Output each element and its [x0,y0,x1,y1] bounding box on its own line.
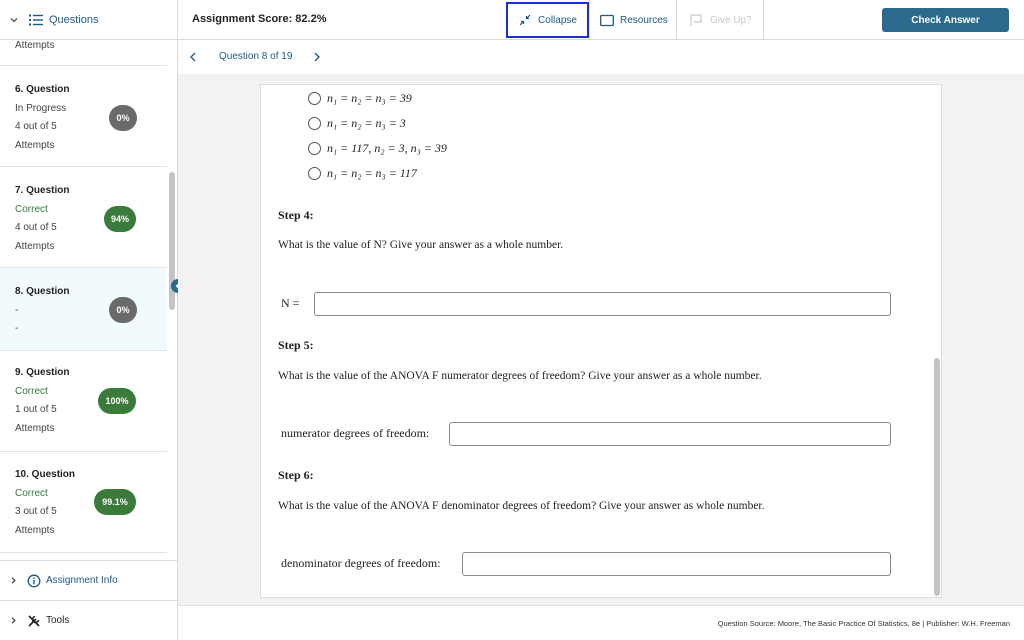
question-title: 9. Question [15,367,70,378]
question-item-7[interactable] [0,167,167,268]
score-badge: 99.1% [94,489,136,515]
question-title: 10. Question [15,469,76,480]
chevron-right-icon [9,616,18,625]
question-count: 3 out of 5 [15,506,57,517]
question-item-9[interactable] [0,351,167,452]
info-icon [27,574,41,588]
question-title: 7. Question [15,185,70,196]
denominator-df-label: denominator degrees of freedom: [281,556,441,570]
chevron-down-icon [9,15,19,25]
footer [178,605,1024,640]
question-count: - [15,323,19,334]
give-up-label: Give Up? [710,14,752,26]
score-badge: 0% [109,297,137,323]
chevron-right-icon [9,576,18,585]
assignment-score: Assignment Score: 82.2% [192,13,327,25]
score-badge: 94% [104,206,136,232]
question-count: 1 out of 5 [15,404,57,415]
question-status: - [15,305,19,316]
score-badge: 100% [98,388,136,414]
step-5-text: What is the value of the ANOVA F numerator degrees of freedom? Give your answer as a whole number. [278,370,762,382]
toolbar-divider [676,0,677,40]
question-source: Question Source: Moore, The Basic Practice Of Statistics, 8e | Publisher: W.H. Freeman [717,619,1010,628]
content-area [178,40,1024,640]
step-4-text: What is the value of N? Give your answer as a whole number. [278,239,564,251]
denominator-df-input[interactable] [462,552,891,576]
radio-button[interactable] [308,142,321,155]
next-question-icon[interactable] [312,51,322,63]
numerator-df-label: numerator degrees of freedom: [281,426,430,440]
score-badge: 0% [109,105,137,131]
step-5-title: Step 5: [278,338,314,352]
n-field-label: N = [281,296,300,310]
tools-section[interactable] [0,600,177,640]
n-answer-input[interactable] [314,292,891,316]
option-text: n₁ = 117, n₂ = 3, n₃ = 39 [327,141,447,155]
collapse-label: Collapse [538,14,577,26]
question-position: Question 8 of 19 [219,51,293,62]
question-status: Correct [15,488,48,499]
question-attempts: Attempts [15,241,55,252]
tools-label: Tools [46,615,70,626]
flag-icon [690,14,704,27]
check-answer-button[interactable]: Check Answer [882,8,1009,32]
question-count: 4 out of 5 [15,222,57,233]
option-3[interactable] [308,141,447,156]
numerator-df-input[interactable] [449,422,891,446]
resources-button[interactable] [600,0,668,40]
list-icon [29,14,43,26]
question-attempts: Attempts [15,140,55,151]
previous-question-icon[interactable] [188,51,198,63]
option-1[interactable] [308,91,412,106]
radio-button[interactable] [308,92,321,105]
question-attempts: Attempts [15,525,55,536]
question-item-8[interactable] [0,268,167,351]
top-toolbar [0,0,1024,40]
resources-label: Resources [620,14,668,26]
assignment-info-section[interactable] [0,560,177,600]
questions-toggle[interactable] [0,0,178,40]
question-status: In Progress [15,103,67,114]
questions-sidebar [0,40,178,640]
question-status: Correct [15,204,48,215]
question-title: 6. Question [15,84,70,95]
toolbar-divider [763,0,764,40]
step-4-title: Step 4: [278,208,314,222]
step-6-text: What is the value of the ANOVA F denominator degrees of freedom? Give your answer as whole number. [278,500,765,512]
give-up-button[interactable] [690,0,752,40]
collapse-button[interactable] [506,2,589,38]
tools-icon [27,614,41,628]
assignment-info-label: Assignment Info [46,575,118,586]
radio-button[interactable] [308,167,321,180]
toolbar-divider [589,0,590,40]
option-text: n₁ = n₂ = n₃ = 3 [327,116,406,130]
option-text: n₁ = n₂ = n₃ = 39 [327,91,412,105]
question-navigator [178,40,1024,74]
question-item-6[interactable] [0,66,167,167]
question-panel [260,84,942,598]
question-item-10[interactable] [0,452,167,553]
panel-scrollbar[interactable] [934,358,940,596]
step-6-title: Step 6: [278,468,314,482]
radio-button[interactable] [308,117,321,130]
question-attempts: Attempts [15,423,55,434]
questions-label: Questions [49,14,99,26]
question-title: 8. Question [15,286,70,297]
question-list [0,40,167,560]
question-count: 4 out of 5 [15,121,57,132]
collapse-arrows-icon [518,13,532,27]
option-text: n₁ = n₂ = n₃ = 117 [327,166,417,180]
option-4[interactable] [308,166,417,181]
option-2[interactable] [308,116,406,131]
attempts-label: Attempts [15,40,55,51]
folder-icon [600,14,614,27]
question-status: Correct [15,386,48,397]
